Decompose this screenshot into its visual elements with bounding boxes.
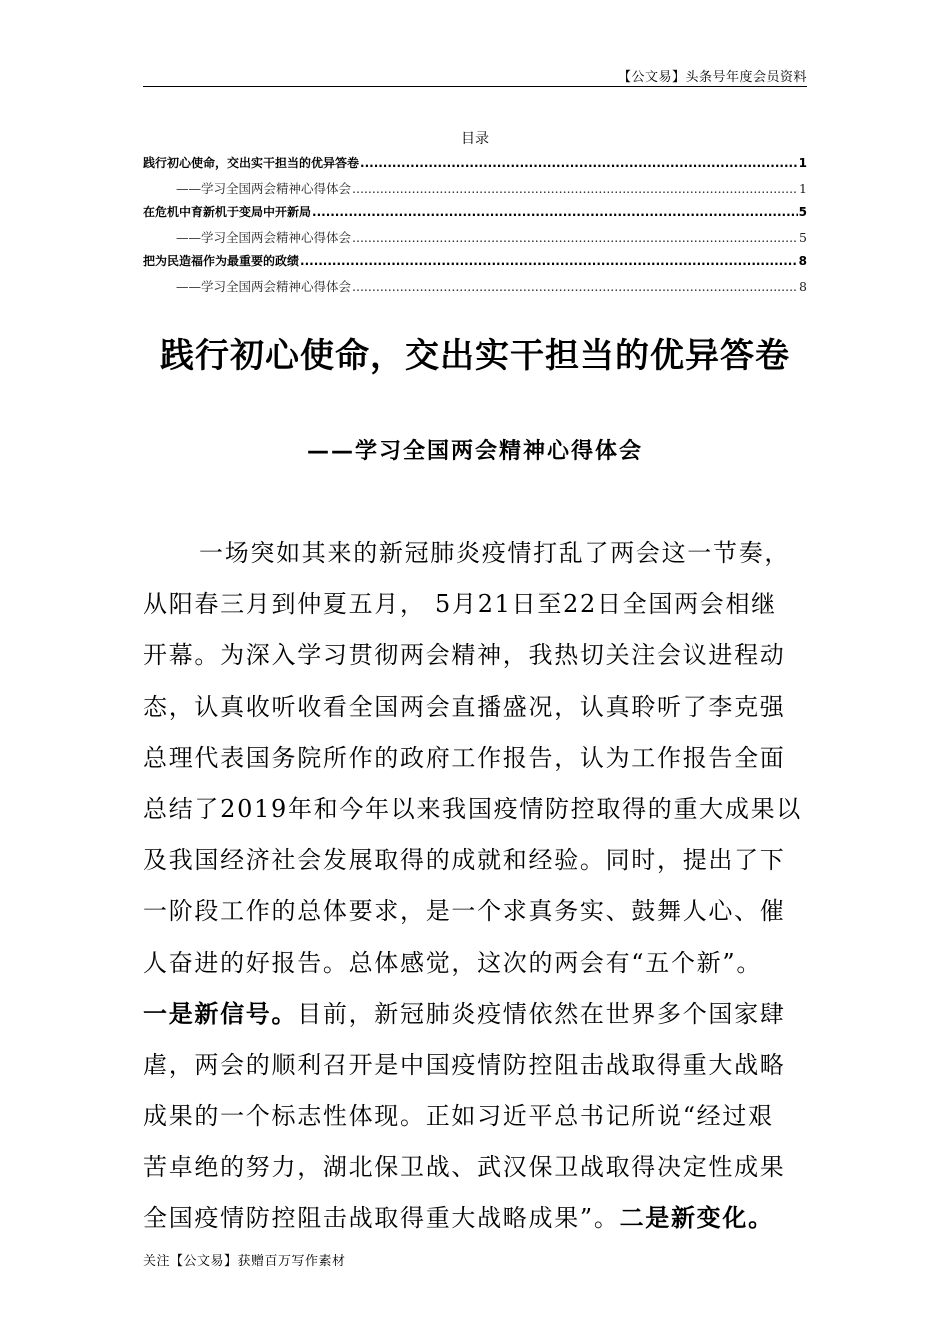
body-line: 态，认真收听收看全国两会直播盛况，认真聆听了李克强	[143, 692, 786, 721]
body-line: 一场突如其来的新冠肺炎疫情打乱了两会这一节奏，	[199, 539, 791, 567]
page-header-text: 【公文易】头条号年度会员资料	[617, 70, 807, 85]
toc-entry[interactable]	[143, 252, 807, 277]
toc-entry-text: ——学习全国两会精神心得体会	[176, 278, 352, 294]
toc-page-number: 1	[799, 180, 807, 196]
body-line-text: 全国疫情防控阻击战取得重大战略成果”。	[143, 1204, 620, 1233]
toc-dot-leader	[352, 279, 798, 294]
body-line: 从阳春三月到仲夏五月， 5月21日至22日全国两会相继	[143, 590, 777, 619]
toc-entry[interactable]	[143, 179, 807, 204]
table-of-contents	[143, 154, 807, 301]
header-divider	[143, 86, 807, 87]
body-line: 总理代表国务院所作的政府工作报告，认为工作报告全面	[143, 743, 786, 772]
body-line-text: 目前，新冠肺炎疫情依然在世界多个国家肆	[297, 999, 786, 1028]
body-line: 虐，两会的顺利召开是中国疫情防控阻击战取得重大战略	[143, 1050, 786, 1079]
bold-lead-phrase: 一是新信号。	[143, 999, 298, 1028]
toc-page-number: 8	[798, 254, 807, 268]
toc-page-number: 5	[799, 229, 807, 245]
toc-entry-text: 在危机中育新机于变局中开新局	[143, 205, 312, 219]
toc-page-number: 5	[798, 205, 807, 219]
body-line: 一阶段工作的总体要求，是一个求真务实、鼓舞人心、催	[143, 897, 786, 926]
article-body	[143, 528, 807, 1245]
toc-entry-text: 践行初心使命，交出实干担当的优异答卷	[143, 156, 360, 170]
toc-entry[interactable]	[143, 154, 807, 179]
body-line: 苦卓绝的努力，湖北保卫战、武汉保卫战取得决定性成果	[143, 1153, 786, 1182]
toc-entry[interactable]	[143, 277, 807, 302]
toc-entry-text: ——学习全国两会精神心得体会	[176, 180, 352, 196]
toc-dot-leader	[360, 156, 798, 170]
article-subtitle: ——学习全国两会精神心得体会	[306, 439, 643, 464]
article-title: 践行初心使命，交出实干担当的优异答卷	[160, 336, 790, 376]
toc-dot-leader	[312, 205, 798, 219]
toc-dot-leader	[352, 181, 798, 196]
toc-dot-leader	[352, 230, 798, 245]
body-line: 总结了2019年和今年以来我国疫情防控取得的重大成果以	[143, 794, 802, 823]
bold-lead-phrase: 二是新变化。	[619, 1204, 774, 1233]
body-line	[143, 989, 807, 1040]
page-footer-text: 关注【公文易】获赠百万写作素材	[143, 1254, 346, 1269]
body-line: 及我国经济社会发展取得的成就和经验。同时，提出了下	[143, 846, 786, 875]
toc-entry-text: ——学习全国两会精神心得体会	[176, 229, 352, 245]
body-line: 成果的一个标志性体现。正如习近平总书记所说“经过艰	[143, 1102, 774, 1131]
body-line	[143, 1193, 807, 1244]
toc-entry-text: 把为民造福作为最重要的政绩	[143, 254, 300, 268]
toc-entry[interactable]	[143, 203, 807, 228]
toc-entry[interactable]	[143, 228, 807, 253]
toc-title: 目录	[461, 131, 489, 147]
toc-dot-leader	[300, 254, 798, 268]
toc-page-number: 8	[799, 278, 807, 294]
toc-page-number: 1	[798, 156, 807, 170]
body-line: 开幕。为深入学习贯彻两会精神，我热切关注会议进程动	[143, 641, 786, 670]
body-line: 人奋进的好报告。总体感觉，这次的两会有“五个新”。	[143, 948, 763, 977]
